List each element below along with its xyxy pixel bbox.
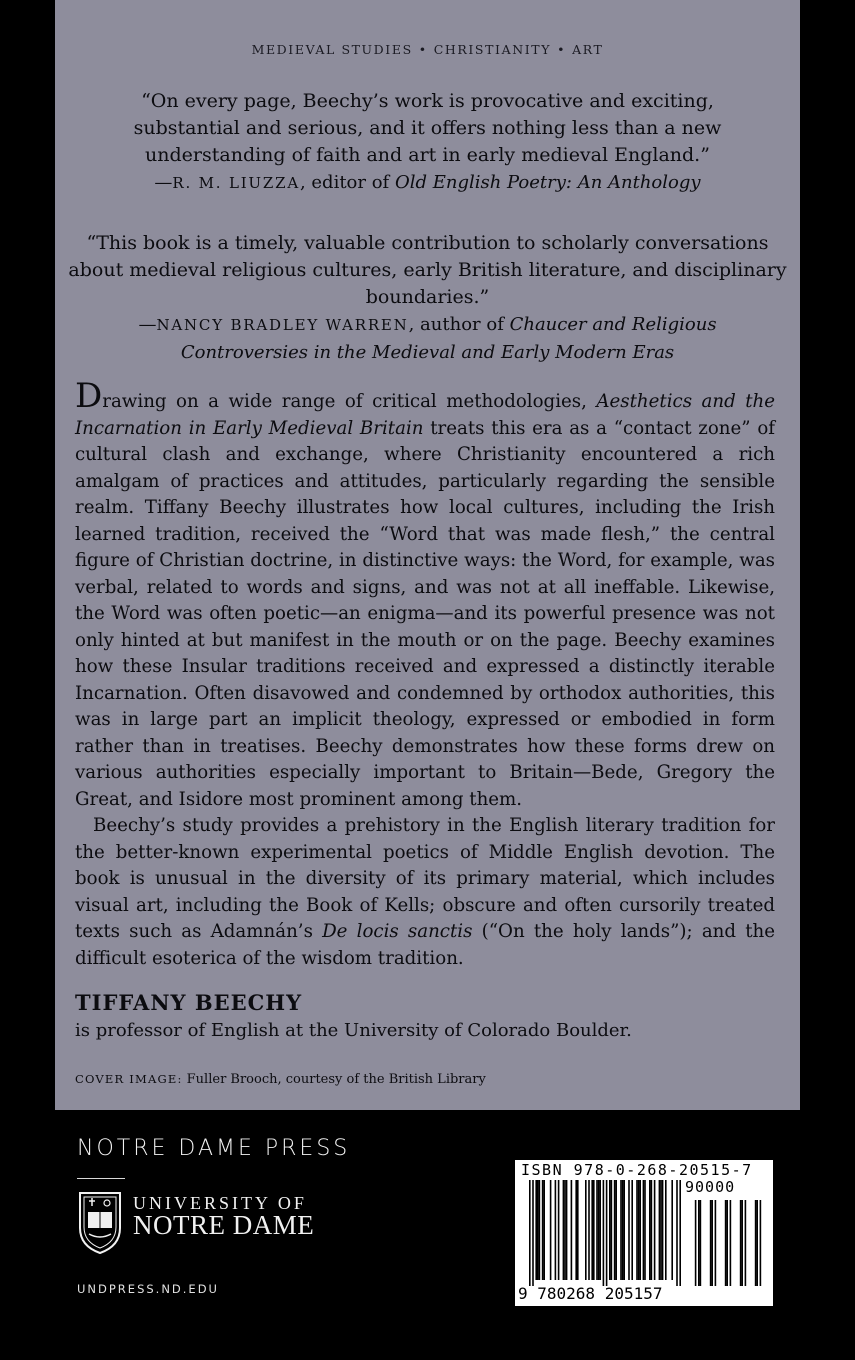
addon-bar: [710, 1200, 712, 1286]
blurb-warren: [55, 230, 800, 367]
barcode-bar: [542, 1180, 544, 1280]
subject-art: ART: [572, 42, 604, 57]
barcode-bar: [615, 1180, 617, 1280]
barcode-bar: [651, 1180, 653, 1280]
blurb-work-title: Old English Poetry: An Anthology: [394, 172, 701, 193]
addon-bar: [740, 1200, 742, 1286]
barcode-bar: [679, 1180, 681, 1286]
blurb-attribution: —R. M. LIUZZA, editor of Old English Poetry: An Anthology: [154, 172, 701, 193]
addon-bar: [715, 1200, 717, 1286]
drop-cap: D: [75, 376, 103, 416]
barcode-bar: [611, 1180, 613, 1280]
back-cover-panel: [55, 0, 800, 1110]
barcode-bar: [631, 1180, 633, 1280]
addon-bar: [726, 1200, 728, 1286]
author-bio: is professor of English at the University of Colorado Boulder.: [75, 1020, 632, 1041]
blurb-attribution: —NANCY BRADLEY WARREN, author of Chaucer and Religious Controversies in the Medieval and Early Modern Eras: [138, 314, 717, 363]
barcode-bar: [593, 1180, 595, 1280]
university-shield-icon: [77, 1190, 123, 1256]
barcode-bar: [564, 1180, 566, 1280]
barcode-bar: [623, 1180, 625, 1280]
barcode-bar: [539, 1180, 541, 1280]
price-addon: 90000: [685, 1178, 736, 1196]
barcode-bar: [665, 1180, 667, 1280]
barcode-bar: [537, 1180, 539, 1280]
barcode-bar: [591, 1180, 593, 1280]
barcode-bar: [585, 1180, 587, 1280]
blurb-work-title-cont: Controversies in the Medieval and Early Modern Eras: [180, 342, 675, 363]
divider: [77, 1178, 125, 1179]
addon-bar: [700, 1200, 702, 1286]
barcode-bar: [660, 1180, 662, 1280]
addon-bar: [745, 1200, 747, 1286]
subject-medieval-studies: MEDIEVAL STUDIES: [251, 42, 413, 57]
barcode-bar: [620, 1180, 622, 1280]
ean-digits: 9 780268 205157: [518, 1284, 663, 1303]
barcode-bar: [599, 1180, 601, 1280]
addon-bar: [725, 1200, 727, 1286]
addon-bar: [730, 1200, 732, 1286]
barcode-bar: [643, 1180, 645, 1280]
barcode-bar: [529, 1180, 531, 1286]
barcode-bar: [532, 1180, 534, 1286]
barcode-bar: [550, 1180, 552, 1280]
barcode-box: [515, 1160, 773, 1306]
barcode-bar: [636, 1180, 638, 1280]
press-name: NOTRE DAME PRESS: [77, 1136, 351, 1161]
barcode-bar: [622, 1180, 624, 1280]
addon-bar: [695, 1200, 697, 1286]
university-name-line2: NOTRE DAME: [133, 1210, 315, 1240]
barcode-bar: [639, 1180, 641, 1280]
barcode-bar: [649, 1180, 651, 1280]
subject-christianity: CHRISTIANITY: [433, 42, 552, 57]
cover-image-credit: COVER IMAGE: Fuller Brooch, courtesy of the British Library: [75, 1072, 486, 1087]
subject-categories: MEDIEVAL STUDIES • CHRISTIANITY • ART: [251, 42, 604, 57]
barcode-bar: [676, 1180, 678, 1286]
addon-bar: [698, 1200, 700, 1286]
barcode-bar: [577, 1180, 579, 1280]
book-title: Aesthetics and the Incarnation in Early Medieval Britain: [75, 391, 776, 439]
isbn-label: ISBN 978-0-268-20515-7: [521, 1161, 753, 1179]
barcode-bar: [598, 1180, 600, 1280]
barcode-bar: [609, 1180, 611, 1280]
barcode-bar: [628, 1180, 630, 1280]
blurb-text: “This book is a timely, valuable contribution to scholarly conversations about medieval religious cultures, early British literature, and disciplinary boundaries.”: [68, 232, 787, 308]
cover-credit-label: COVER IMAGE:: [75, 1072, 183, 1086]
addon-bar: [741, 1200, 743, 1286]
book-description: [75, 376, 776, 972]
addon-bar: [711, 1200, 713, 1286]
barcode-bar: [606, 1180, 608, 1286]
barcode-bar: [555, 1180, 557, 1280]
blurb-author-name: NANCY BRADLEY WARREN: [156, 316, 409, 334]
barcode-bar: [588, 1180, 590, 1280]
barcode-bar: [662, 1180, 664, 1280]
blurb-text: “On every page, Beechy’s work is provocative and exciting, substantial and serious, and it offers nothing less than a new understanding of faith and art in early medieval England.”: [133, 90, 722, 166]
description-paragraph: Drawing on a wide range of critical methodologies, Aesthetics and the Incarnation in Early Medieval Britain treats this era as a “contact zone” of cultural clash and exchange, where Christianity encountered a rich amalgam of practices and attitudes, particularly regarding the sensible realm. Tiffany Beechy illustrates how local cultures, including the Irish learned tradition, received the “Word that was made flesh,” the central figure of Christian doctrine, in distinctive ways: the Word, for example, was verbal, related to words and signs, and was not at all ineffable. Likewise, the Word was often poetic—an enigma—and its powerful presence was not only hinted at but manifest in the mouth or on the page. Beechy examines how these Insular traditions received and expressed a distinctly iterable Incarnation. Often disavowed and condemned by orthodox authorities, this was in large part an implicit theology, expressed or embodied in form rather than in treatises. Beechy demonstrates how these forms drew on various authorities especially important to Britain—Bede, Gregory the Great, and Isidore most prominent among them.: [75, 376, 776, 810]
addon-bar: [755, 1200, 757, 1286]
barcode-bar: [596, 1180, 598, 1280]
author-name: TIFFANY BEECHY: [75, 990, 303, 1015]
barcode-bar: [671, 1180, 673, 1280]
barcode-bar: [543, 1180, 545, 1280]
text-title: De locis sanctis: [322, 921, 473, 942]
blurb-liuzza: [55, 88, 800, 197]
barcode-bar: [575, 1180, 577, 1280]
addon-bar: [760, 1200, 762, 1286]
barcode-bar: [566, 1180, 568, 1280]
barcode-bar: [603, 1180, 605, 1286]
barcode-bar: [614, 1180, 616, 1280]
addon-bar: [756, 1200, 758, 1286]
barcode-bar: [644, 1180, 646, 1280]
barcode-bar: [563, 1180, 565, 1280]
barcode-bar: [558, 1180, 560, 1280]
barcode-bar: [659, 1180, 661, 1280]
barcode-bar: [535, 1180, 537, 1280]
blurb-work-title: Chaucer and Religious: [509, 314, 717, 335]
barcode-bar: [654, 1180, 656, 1280]
barcode-bar: [571, 1180, 573, 1280]
university-name-line1: UNIVERSITY OF: [133, 1193, 307, 1213]
press-url: UNDPRESS.ND.EDU: [77, 1282, 219, 1296]
barcode-bar: [638, 1180, 640, 1280]
blurb-author-name: R. M. LIUZZA: [172, 174, 300, 192]
description-paragraph: Beechy’s study provides a prehistory in the English literary tradition for the better-known experimental poetics of Middle English devotion. The book is unusual in the diversity of its primary material, which includes visual art, including the Book of Kells; obscure and often cursorily treated texts such as Adamnán’s De locis sanctis (“On the holy lands”); and the difficult esoterica of the wisdom tradition.: [75, 815, 775, 969]
